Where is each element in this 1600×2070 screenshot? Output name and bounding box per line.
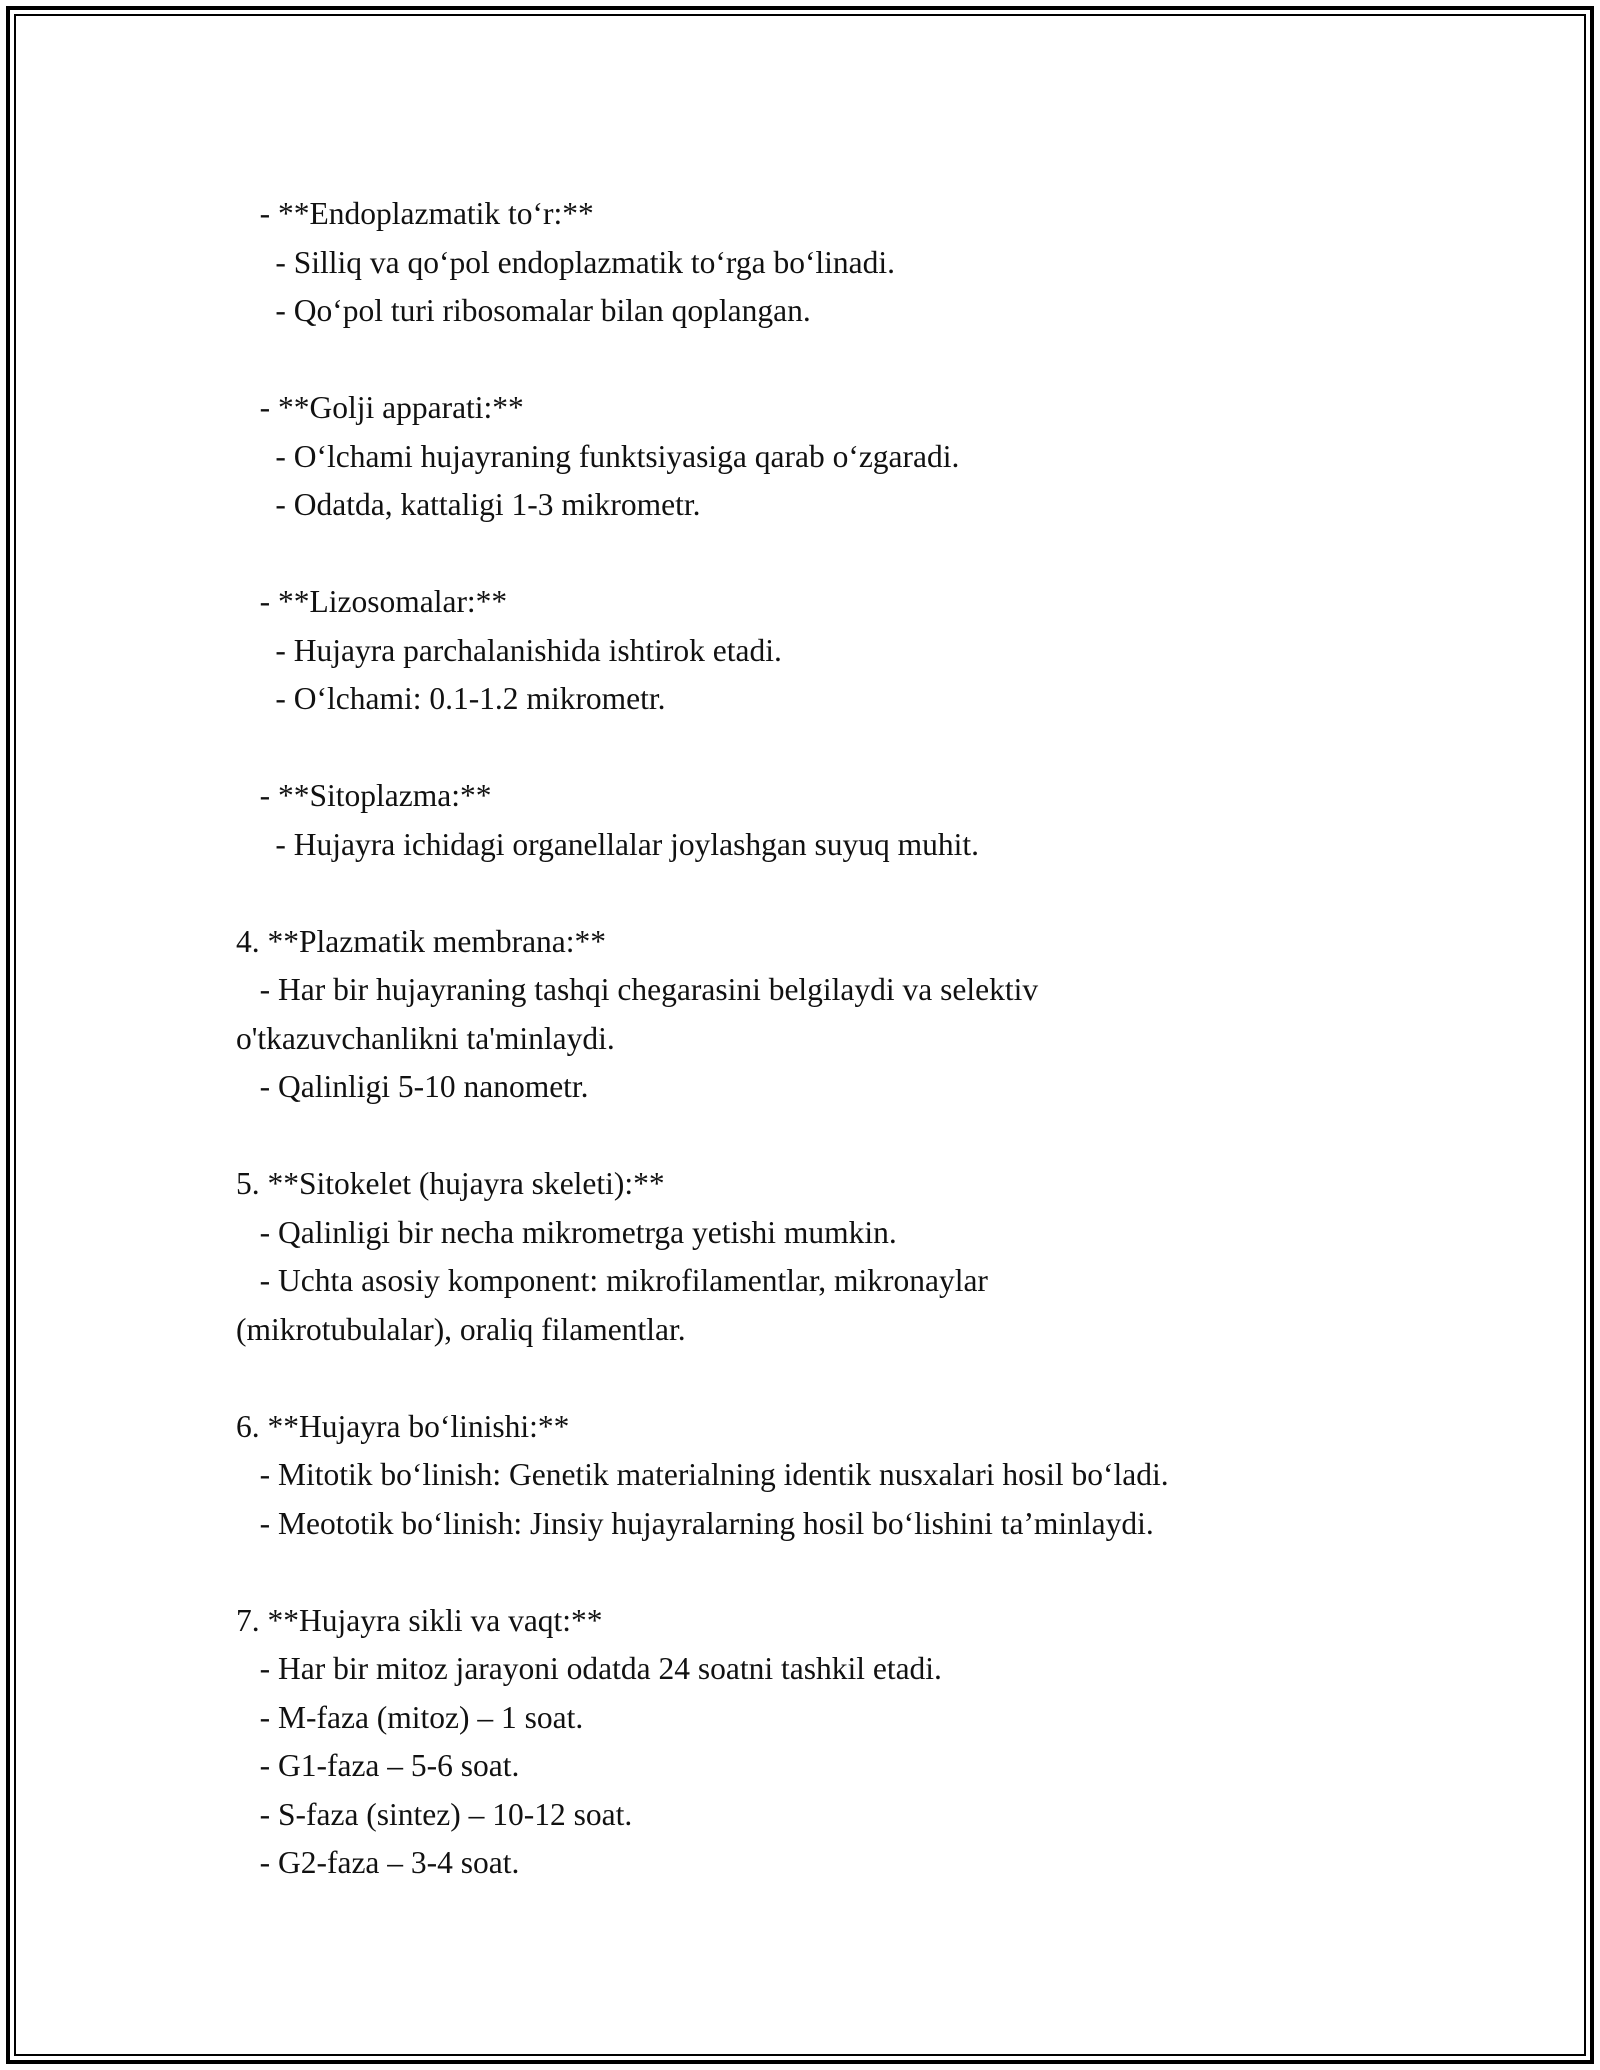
blank-line xyxy=(236,724,1376,773)
text-line: - Silliq va qo‘pol endoplazmatik to‘rga bo‘linadi. xyxy=(236,244,896,280)
text-line: - Har bir mitoz jarayoni odatda 24 soatni tashkil etadi. xyxy=(236,1651,942,1686)
text-line: - Qalinligi bir necha mikrometrga yetishi mumkin. xyxy=(236,1214,897,1250)
text-line: - O‘lchami: 0.1-1.2 mikrometr. xyxy=(236,681,666,716)
text-line: - Hujayra ichidagi organellalar joylashgan suyuq muhit. xyxy=(236,826,979,862)
text-line: - Qalinligi 5-10 nanometr. xyxy=(236,1069,589,1104)
blank-line xyxy=(236,1548,1376,1597)
text-line: - Uchta asosiy komponent: mikrofilamentlar, mikronaylar xyxy=(236,1263,988,1298)
blank-line xyxy=(236,336,1376,385)
text-line: 7. **Hujayra sikli va vaqt:** xyxy=(236,1602,603,1638)
text-line: - Mitotik bo‘linish: Genetik materialning identik nusxalari hosil bo‘ladi. xyxy=(236,1457,1169,1492)
text-line: - G1-faza – 5-6 soat. xyxy=(236,1748,520,1783)
text-line: - Har bir hujayraning tashqi chegarasini belgilaydi va selektiv xyxy=(236,972,1039,1007)
text-line: 4. **Plazmatik membrana:** xyxy=(236,923,607,959)
text-line: - **Endoplazmatik to‘r:** xyxy=(236,196,594,231)
text-line: - Odatda, kattaligi 1-3 mikrometr. xyxy=(236,487,701,522)
blank-line xyxy=(236,869,1376,918)
text-line: - G2-faza – 3-4 soat. xyxy=(236,1845,520,1880)
blank-line xyxy=(236,530,1376,579)
text-line: - Hujayra parchalanishida ishtirok etadi. xyxy=(236,632,782,668)
text-line: 5. **Sitokelet (hujayra skeleti):** xyxy=(236,1166,665,1201)
text-line: - S-faza (sintez) – 10-12 soat. xyxy=(236,1796,633,1832)
text-line: - **Golji apparati:** xyxy=(236,390,524,425)
blank-line xyxy=(236,1112,1376,1161)
text-line: 6. **Hujayra bo‘linishi:** xyxy=(236,1408,570,1444)
text-line: - **Lizosomalar:** xyxy=(236,584,508,619)
text-line: - O‘lchami hujayraning funktsiyasiga qarab o‘zgaradi. xyxy=(236,438,960,474)
text-line: - M-faza (mitoz) – 1 soat. xyxy=(236,1699,584,1735)
text-line: - Qo‘pol turi ribosomalar bilan qoplangan. xyxy=(236,293,811,328)
text-line: - Meototik bo‘linish: Jinsiy hujayralarning hosil bo‘lishini ta’minlaydi. xyxy=(236,1505,1154,1541)
document-body xyxy=(236,190,1376,1888)
blank-line xyxy=(236,1354,1376,1403)
text-line: (mikrotubulalar), oraliq filamentlar. xyxy=(236,1311,686,1347)
text-line: o'tkazuvchanlikni ta'minlaydi. xyxy=(236,1020,615,1056)
text-line: - **Sitoplazma:** xyxy=(236,778,492,813)
